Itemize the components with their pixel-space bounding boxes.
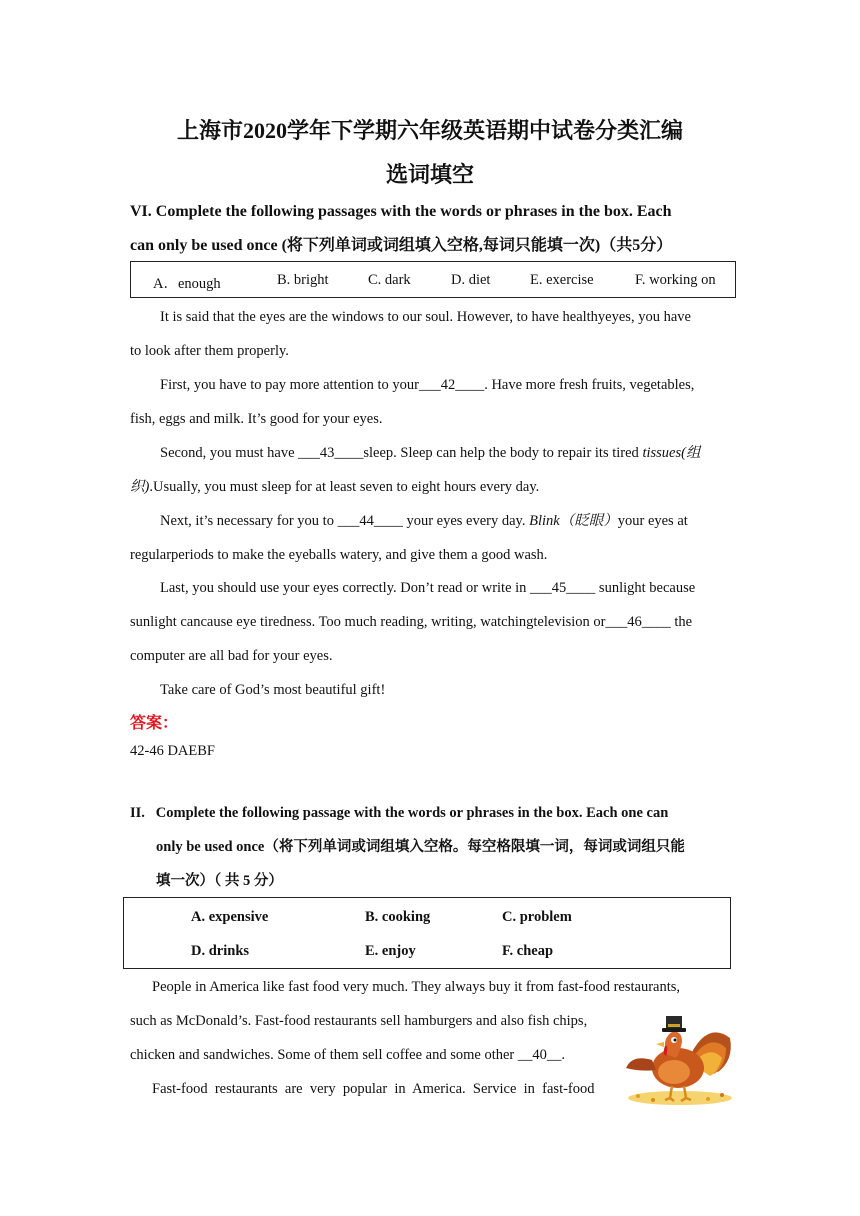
document-subtitle: 选词填空 — [385, 162, 474, 187]
answer-key: 42-46 DAEBF — [130, 743, 215, 759]
passage1-paragraph5: Last, you should use your eyes correctly. Don’t read or write in ___45____ sunlight because sunlight cancause eye tiredness. Too much reading, writing, watchingtelevision or___46____ the computer are all bad for your eyes. — [130, 580, 696, 664]
option-b: B. bright — [277, 272, 329, 288]
word-box-1 — [130, 261, 736, 298]
option-d: D. diet — [451, 272, 491, 288]
word-box-2 — [123, 897, 731, 969]
passage1-paragraph3: Second, you must have ___43____sleep. Sleep can help the body to repair its tired tissues(组 织).Usually, you must sleep for at least seven to eight hours every day. — [130, 445, 701, 495]
section2-number: II. — [130, 805, 145, 821]
document-title: 上海市2020学年下学期六年级英语期中试卷分类汇编 — [176, 118, 683, 143]
option2-e: E. enjoy — [365, 943, 416, 959]
passage1-paragraph6: Take care of God’s most beautiful gift! — [160, 682, 386, 698]
answer-label: 答案： — [130, 715, 179, 732]
option-f: F. working on — [635, 272, 716, 288]
passage1-paragraph4: Next, it’s necessary for you to ___44____ your eyes every day. Blink（眨眼）your eyes at regularperiods to make the eyeballs watery, and give them a good wash. — [130, 513, 688, 563]
option-a: A．enough — [153, 276, 221, 292]
passage2-paragraph1: People in America like fast food very much. They always buy it from fast-food restaurants, such as McDonald’s. Fast-food restaurants sell hamburgers and also fish chips, chicken and sandwiches. Some of them sell coffee and some other __40__. — [130, 979, 681, 1063]
option2-d: D. drinks — [191, 943, 250, 959]
option2-a: A. expensive — [191, 909, 269, 925]
option-e: E. exercise — [530, 272, 594, 288]
option2-b: B. cooking — [365, 909, 431, 925]
passage1-paragraph2: First, you have to pay more attention to your___42____. Have more fresh fruits, vegetables, fish, eggs and milk. It’s good for your eyes. — [130, 377, 695, 427]
option2-f: F. cheap — [502, 943, 554, 959]
section1-instruction: VI. Complete the following passages with the words or phrases in the box. Each can only be used once (将下列单词或词组填入空格,每词只能填一次)（共5分） — [130, 203, 673, 254]
option-c: C. dark — [368, 272, 411, 288]
passage2-paragraph2: Fast-food restaurants are very popular in America. Service in fast-food — [152, 1081, 595, 1097]
option2-c: C. problem — [502, 909, 572, 925]
passage1-paragraph1: It is said that the eyes are the windows to our soul. However, to have healthyeyes, you have to look after them properly. — [130, 309, 691, 359]
section2-instruction: II. Complete the following passage with the words or phrases in the box. Each one can only be used once（将下列单词或词组填入空格。每空格限填一词，每词或词组只能 填一次）（ 共 5 分） — [130, 805, 685, 889]
turkey-illustration — [618, 1010, 736, 1106]
